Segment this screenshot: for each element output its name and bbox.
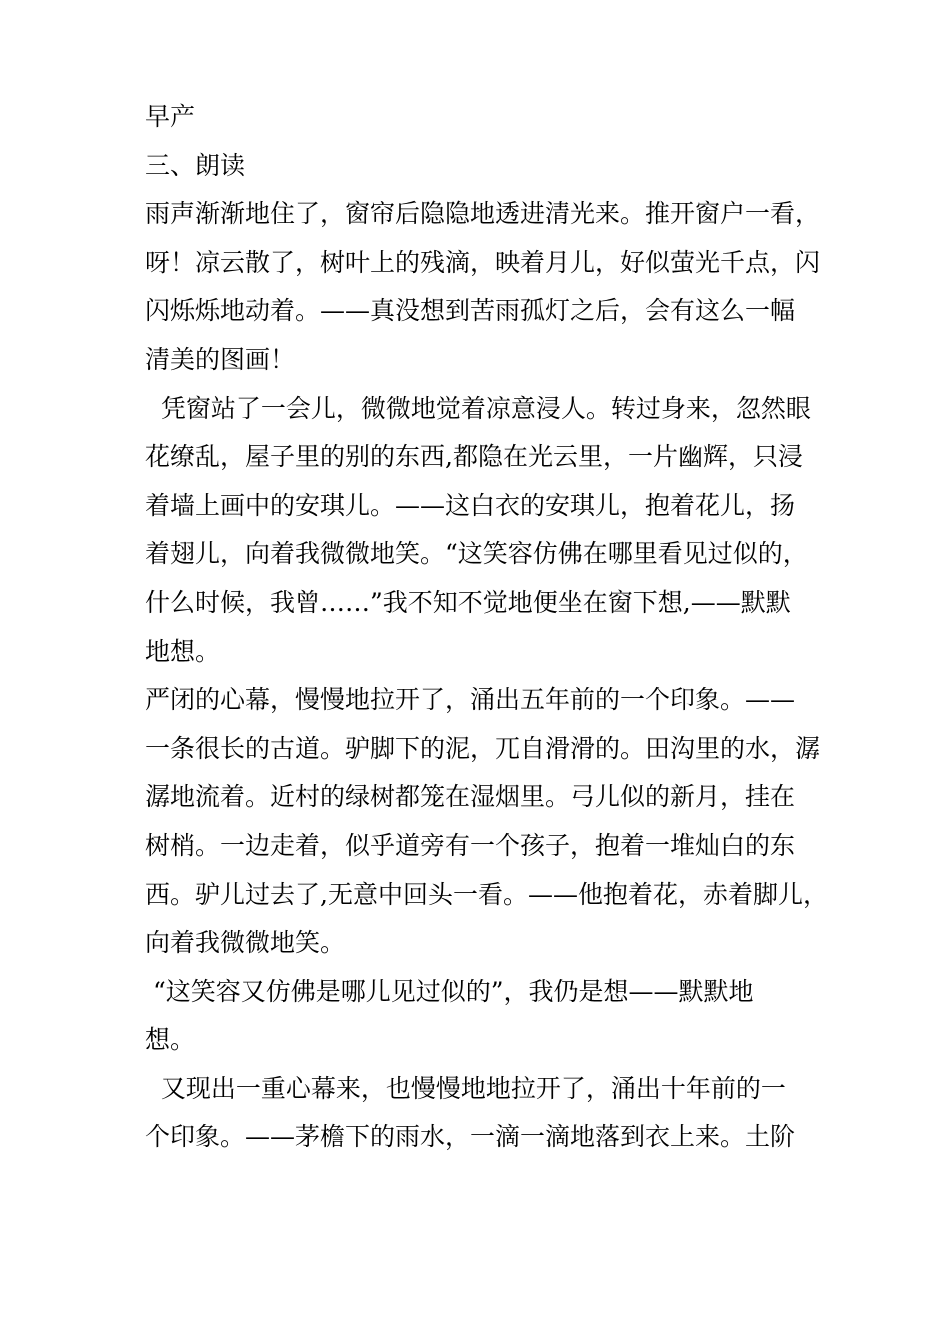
text-line: 西。驴儿过去了,无意中回头一看。——他抱着花，赤着脚儿， [145, 879, 828, 909]
text-line: 着翅儿，向着我微微地笑。“这笑容仿佛在哪里看见过似的， [145, 539, 808, 569]
text-line: 个印象。——茅檐下的雨水，一滴一滴地落到衣上来。土阶 [145, 1122, 796, 1152]
text-line: 雨声渐渐地住了，窗帘后隐隐地透进清光来。推开窗户一看， [145, 199, 821, 229]
text-line: 清美的图画！ [145, 344, 296, 374]
text-line: “这笑容又仿佛是哪儿见过似的”，我仍是想——默默地 [145, 976, 754, 1006]
text-line: 早产 [145, 102, 196, 131]
text-line: 又现出一重心幕来，也慢慢地地拉开了，涌出十年前的一 [145, 1073, 786, 1103]
text-line: 地想。 [145, 636, 221, 666]
text-line: 着墙上画中的安琪儿。——这白衣的安琪儿，抱着花儿，扬 [145, 490, 796, 520]
section-heading: 三、朗读 [145, 150, 246, 180]
body-text [145, 93, 828, 1162]
text-line: 树梢。一边走着，似乎道旁有一个孩子，抱着一堆灿白的东 [145, 830, 796, 860]
text-line: 一条很长的古道。驴脚下的泥，兀自滑滑的。田沟里的水，潺 [145, 733, 821, 763]
text-line: 闪烁烁地动着。——真没想到苦雨孤灯之后，会有这么一幅 [145, 296, 796, 326]
text-line: 呀！凉云散了，树叶上的残滴，映着月儿，好似萤光千点，闪 [145, 247, 821, 277]
text-line: 想。 [145, 1025, 196, 1055]
text-line: 严闭的心幕，慢慢地拉开了，涌出五年前的一个印象。—— [145, 685, 796, 715]
text-line: 向着我微微地笑。 [145, 928, 346, 958]
text-line: 凭窗站了一会儿，微微地觉着凉意浸人。转过身来，忽然眼 [145, 393, 811, 423]
text-line: 花缭乱，屋子里的别的东西,都隐在光云里，一片幽辉，只浸 [145, 442, 803, 472]
text-line: 什么时候，我曾……”我不知不觉地便坐在窗下想,——默默 [145, 587, 791, 617]
text-line: 潺地流着。近村的绿树都笼在湿烟里。弓儿似的新月，挂在 [145, 782, 796, 812]
